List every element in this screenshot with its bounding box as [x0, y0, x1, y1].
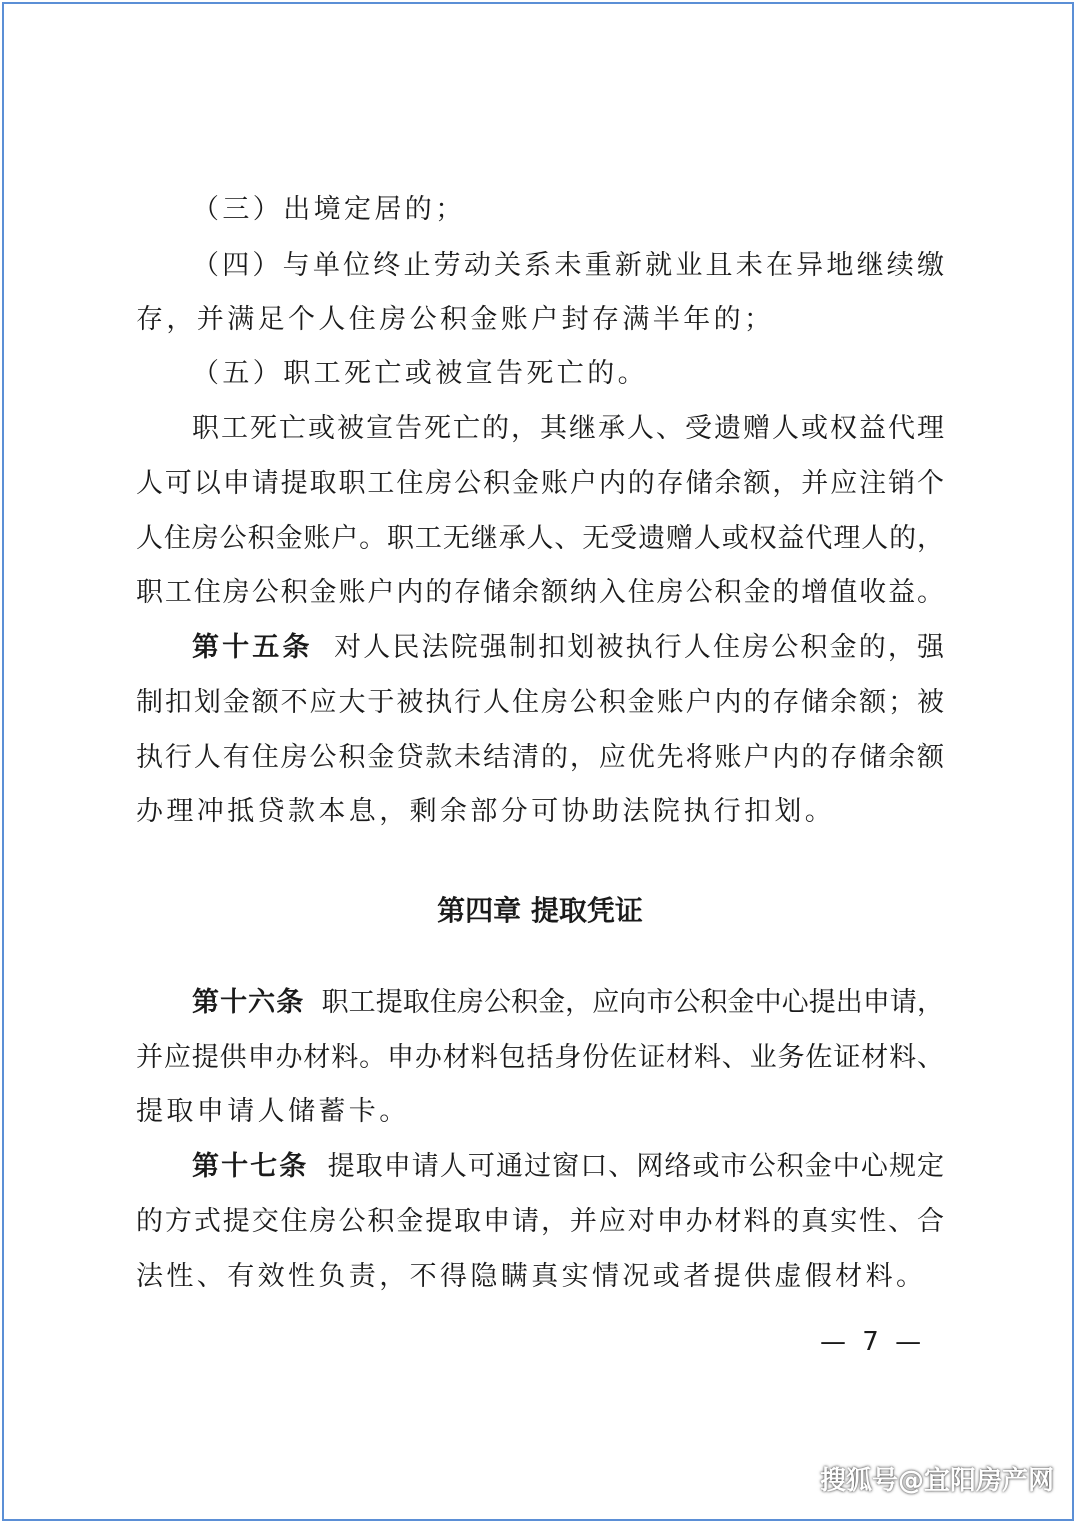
article-15-line-2: 制扣划金额不应大于被执行人住房公积金账户内的存储余额；被: [136, 687, 944, 718]
paragraph-death-line-2: 人可以申请提取职工住房公积金账户内的存储余额，并应注销个: [136, 468, 944, 499]
article-15-line-1: [192, 628, 944, 668]
article-16-line-2: 并应提供申办材料。申办材料包括身份佐证材料、业务佐证材料、: [136, 1042, 944, 1073]
clause-4-line-2: 存，并满足个人住房公积金账户封存满半年的；: [136, 304, 775, 335]
clause-3: （三）出境定居的；: [192, 194, 466, 225]
page-number: — 7 —: [820, 1327, 926, 1357]
clause-5: （五）职工死亡或被宣告死亡的。: [192, 358, 648, 389]
article-15-heading: 第十五条: [192, 632, 313, 663]
paragraph-death-line-4: 职工住房公积金账户内的存储余额纳入住房公积金的增值收益。: [136, 577, 944, 608]
article-17-text-1: 提取申请人可通过窗口、网络或市公积金中心规定: [327, 1151, 945, 1182]
article-16-text-1: 职工提取住房公积金，应向市公积金中心提出申请，: [321, 987, 944, 1018]
paragraph-death-line-1: 职工死亡或被宣告死亡的，其继承人、受遗赠人或权益代理: [192, 413, 944, 444]
article-17-line-1: [192, 1147, 944, 1187]
clause-4-line-1: （四）与单位终止劳动关系未重新就业且未在异地继续缴: [192, 250, 944, 281]
article-17-heading: 第十七条: [192, 1151, 309, 1182]
paragraph-death-line-3: 人住房公积金账户。职工无继承人、无受遗赠人或权益代理人的，: [136, 523, 944, 554]
chapter-title: 第四章 提取凭证: [437, 894, 643, 927]
article-15-text-1: 对人民法院强制扣划被执行人住房公积金的，强: [334, 632, 945, 663]
article-15-line-3: 执行人有住房公积金贷款未结清的，应优先将账户内的存储余额: [136, 742, 944, 773]
article-17-line-2: 的方式提交住房公积金提取申请，并应对申办材料的真实性、合: [136, 1206, 944, 1237]
article-16-line-1: [192, 983, 944, 1023]
article-16-heading: 第十六条: [192, 987, 305, 1018]
article-17-line-3: 法性、有效性负责，不得隐瞒真实情况或者提供虚假材料。: [136, 1261, 927, 1292]
article-15-line-4: 办理冲抵贷款本息，剩余部分可协助法院执行扣划。: [136, 796, 836, 827]
article-16-line-3: 提取申请人储蓄卡。: [136, 1096, 410, 1127]
watermark: 搜狐号@宜阳房产网: [819, 1466, 1054, 1496]
